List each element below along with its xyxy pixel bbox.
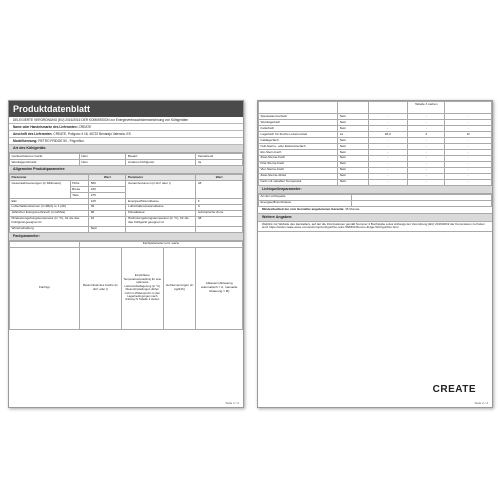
compartment-defrost: - bbox=[445, 179, 492, 185]
type-table bbox=[9, 153, 243, 166]
compartment-present: Ja bbox=[338, 131, 368, 137]
compartment-defrost: - bbox=[445, 114, 492, 120]
volume-value: 48 bbox=[196, 180, 243, 198]
regulation-text: DELEGIERTE VERORDNUNG (EU) 2016/2016 DER KOMMISSION zur Energieverbrauchskennzeichnung von Kühlgeräten bbox=[9, 117, 243, 124]
energy-value: 99 bbox=[89, 210, 126, 216]
dim-name: Breite bbox=[70, 186, 89, 192]
supplier-value: CREATE bbox=[78, 125, 92, 129]
table-row bbox=[10, 159, 243, 165]
compartment-volume: - bbox=[368, 173, 408, 179]
address-value: CREATE, Polígono 4 18, 46722 Benarajú Valencia, ES bbox=[53, 132, 131, 136]
compartment-volume: - bbox=[368, 119, 408, 125]
table-header-row bbox=[10, 247, 243, 329]
noise-class-label: Luftschallemissionsklasse bbox=[126, 204, 196, 210]
datasheet-page-1 bbox=[8, 100, 244, 408]
info-text: Weblink zur Website des Herstellers, auf der die Informationen gemäß Nummer 4 Buchstabe a des Anhangs der Verordnung (EU) 2019/2019 der Kommission zu finden sind: https://www.create-store.com/es/comprar-frigorífico-retro-50/RK046-retro-fridge-50-frigorífico.html bbox=[258, 222, 492, 233]
type-cell: Geräuscharmes Gerät: bbox=[10, 154, 80, 160]
compartment-type: Zwei-Sterne-Fach bbox=[259, 155, 338, 161]
compartment-volume: 48,0 bbox=[368, 131, 408, 137]
compartment-type: Fach mit variabler Temperatur bbox=[259, 179, 338, 185]
table-row bbox=[259, 179, 492, 185]
page-number: Seite 1 / 2 bbox=[225, 401, 239, 405]
compartment-type: Vier-Sterne-Fach bbox=[259, 167, 338, 173]
compartment-defrost: - bbox=[445, 155, 492, 161]
empty-cell bbox=[259, 102, 338, 114]
compartment-volume: - bbox=[368, 161, 408, 167]
column-header: Rauminhalt des Fachs (in dm³ oder l) bbox=[79, 247, 121, 329]
compartment-values-table bbox=[258, 101, 492, 186]
compartment-type: Zwei-Sterne-Abteil bbox=[259, 173, 338, 179]
model-value: RETRO FRIDGE 50 - Frigorífico bbox=[38, 139, 84, 143]
type-cell: freistehend bbox=[196, 154, 243, 160]
compartment-temp: - bbox=[408, 119, 445, 125]
compartment-defrost: - bbox=[445, 119, 492, 125]
climate-value: subtropische Zone bbox=[196, 210, 243, 216]
noise-label: Luftschallemissionen (in dB(A) re 1 pW) bbox=[10, 204, 89, 210]
type-cell: Nein bbox=[79, 154, 126, 160]
compartment-temp: 4 bbox=[408, 131, 445, 137]
compartment-present: Nein bbox=[338, 167, 368, 173]
table-row bbox=[10, 216, 243, 226]
compartment-volume: - bbox=[368, 137, 408, 143]
energy-label: Jährlicher Energieverbrauch (in kWh/a) bbox=[10, 210, 89, 216]
compartment-temp: - bbox=[408, 125, 445, 131]
model-label: Modellkennung: bbox=[13, 139, 38, 143]
min-temp-value: 16 bbox=[89, 216, 126, 226]
type-cell: Bauart: bbox=[126, 154, 196, 160]
compartment-temp: - bbox=[408, 137, 445, 143]
compartment-defrost: M bbox=[445, 131, 492, 137]
empty-cell bbox=[445, 102, 492, 114]
type-cell: Anderes Kühlgerät: bbox=[126, 159, 196, 165]
supplier-label: Name oder Handelsmarke des Lieferanten: bbox=[13, 125, 78, 129]
compartment-type: Kaltlagerfach bbox=[259, 137, 338, 143]
table-row bbox=[10, 180, 243, 186]
compartment-temp: - bbox=[408, 143, 445, 149]
compartment-type: Weinlagerfach bbox=[259, 119, 338, 125]
dim-name: Höhe bbox=[70, 180, 89, 186]
winter-label: Winterschaltung bbox=[10, 226, 89, 232]
warranty-value: 36 Monate bbox=[345, 206, 360, 211]
warranty-label: Mindestlaufzeit der vom Hersteller angebotenen Garantie: bbox=[262, 206, 345, 211]
compartment-present: Nein bbox=[338, 137, 368, 143]
type-cell: Nein bbox=[79, 159, 126, 165]
compartment-present: Nein bbox=[338, 161, 368, 167]
light-label: Art der Lichtquelle bbox=[259, 194, 352, 200]
compartment-present: Nein bbox=[338, 149, 368, 155]
class-value: F bbox=[196, 198, 243, 204]
type-cell: Weinlagerschrank: bbox=[10, 159, 80, 165]
table-row bbox=[10, 226, 243, 232]
compartment-type: Ein-Stern-Fach bbox=[259, 149, 338, 155]
compartment-type: Speisekammerfach bbox=[259, 114, 338, 120]
type-cell: Ja bbox=[196, 159, 243, 165]
max-temp-value: 38 bbox=[196, 216, 243, 226]
empty-cell bbox=[126, 226, 196, 232]
compartment-temp: - bbox=[408, 155, 445, 161]
volume-label: Gesamtvolumen (in dm³ oder l) bbox=[126, 180, 196, 198]
max-temp-label: Höchstumgebungstemperatur (in °C), für die das Kühlgerät geeignet ist bbox=[126, 216, 196, 226]
datasheet-page-2 bbox=[257, 100, 493, 408]
compartment-present: Nein bbox=[338, 173, 368, 179]
model-line bbox=[9, 138, 243, 145]
compartment-type: Null-Sterne- oder Eisbereiterfach bbox=[259, 143, 338, 149]
column-header: Gefriervermögen (in kg/24h) bbox=[163, 247, 196, 329]
column-header: Fachtyp bbox=[10, 247, 80, 329]
compartment-volume: - bbox=[368, 125, 408, 131]
compartment-type: Drei-Sterne-Fach bbox=[259, 161, 338, 167]
light-label: Energieeffizienzklasse bbox=[259, 200, 352, 206]
column-header: Wert bbox=[89, 174, 126, 180]
compartment-present: Nein bbox=[338, 179, 368, 185]
compartment-volume: - bbox=[368, 167, 408, 173]
compartment-defrost: - bbox=[445, 173, 492, 179]
compartment-present: Nein bbox=[338, 143, 368, 149]
empty-cell bbox=[196, 226, 243, 232]
column-header: Abtauart (Abtauung automatisch = A, manuelle Abtauung = M) bbox=[196, 247, 243, 329]
general-params-table bbox=[9, 174, 243, 233]
noise-class-value: C bbox=[196, 204, 243, 210]
warranty-line bbox=[258, 207, 492, 214]
compartment-present: Nein bbox=[338, 114, 368, 120]
compartment-temp: - bbox=[408, 161, 445, 167]
compartment-type: Lagerfach für frische Lebensmittel bbox=[259, 131, 338, 137]
compartment-volume: - bbox=[368, 114, 408, 120]
table-row bbox=[259, 200, 492, 206]
compartment-defrost: - bbox=[445, 143, 492, 149]
compartment-type: Kellerfach bbox=[259, 125, 338, 131]
compartment-defrost: - bbox=[445, 167, 492, 173]
dim-value: 500 bbox=[89, 180, 126, 186]
compartment-table bbox=[9, 241, 243, 330]
table-row bbox=[259, 102, 492, 114]
compartment-present: Nein bbox=[338, 155, 368, 161]
compartment-defrost: - bbox=[445, 161, 492, 167]
column-header: Parameter bbox=[126, 174, 196, 180]
column-header: Wert bbox=[196, 174, 243, 180]
compartment-temp: - bbox=[408, 149, 445, 155]
dim-value: 475 bbox=[89, 192, 126, 198]
supplier-line bbox=[9, 124, 243, 131]
light-table bbox=[258, 194, 492, 207]
empty-cell bbox=[368, 102, 408, 114]
brand-logo: CREATE bbox=[432, 384, 476, 395]
dim-value: 430 bbox=[89, 186, 126, 192]
compartment-volume: - bbox=[368, 143, 408, 149]
light-section-heading: Lichtquellenparameter: bbox=[258, 186, 492, 194]
compartment-defrost: - bbox=[445, 125, 492, 131]
compartment-volume: - bbox=[368, 155, 408, 161]
column-header: Empfohlene Temperatureinstellung für eine optimierte Lebensmittellagerung (in °C) Diese Einstellungen dürfen nicht im Widerspruch zu den Lagerbedingungen nach Anhang IV Tabelle 3 stehen bbox=[121, 247, 163, 329]
compartment-defrost: - bbox=[445, 137, 492, 143]
min-temp-label: Mindestumgebungstemperatur (in °C), für die das Kühlgerät geeignet ist bbox=[10, 216, 89, 226]
address-label: Anschrift des Lieferanten: bbox=[13, 132, 53, 136]
climate-label: Klimaklasse: bbox=[126, 210, 196, 216]
compartment-temp: - bbox=[408, 179, 445, 185]
page-title: Produktdatenblatt bbox=[9, 101, 243, 117]
compartment-temp: - bbox=[408, 173, 445, 179]
compartment-section-heading: Fachparameter: bbox=[9, 233, 243, 241]
compartment-volume: - bbox=[368, 179, 408, 185]
page-number: Seite 2 / 2 bbox=[474, 401, 488, 405]
compartment-present: Nein bbox=[338, 125, 368, 131]
table-note: Tabelle 3 stehen bbox=[408, 102, 445, 114]
class-label: Energieeffizienzklasse bbox=[126, 198, 196, 204]
column-header: Parameter bbox=[10, 174, 89, 180]
winter-value: Nein bbox=[89, 226, 126, 232]
type-section-heading: Art des Kühlgeräts: bbox=[9, 145, 243, 153]
general-section-heading: Allgemeine Produktparameter: bbox=[9, 166, 243, 174]
compartment-defrost: - bbox=[445, 149, 492, 155]
dims-label: Gesamtabmessungen (in Millimeter) bbox=[10, 180, 71, 198]
eei-value: 125 bbox=[89, 198, 126, 204]
light-value bbox=[352, 200, 492, 206]
compartment-temp: - bbox=[408, 114, 445, 120]
compartment-temp: - bbox=[408, 167, 445, 173]
noise-value: 39 bbox=[89, 204, 126, 210]
eei-label: EEI bbox=[10, 198, 89, 204]
dim-name: Tiefe bbox=[70, 192, 89, 198]
empty-cell bbox=[338, 102, 368, 114]
address-line bbox=[9, 131, 243, 138]
compartment-group-header: Fachparameter und -werte bbox=[79, 241, 242, 247]
compartment-volume: - bbox=[368, 149, 408, 155]
info-heading: Weitere Angaben: bbox=[258, 214, 492, 222]
compartment-present: Nein bbox=[338, 119, 368, 125]
